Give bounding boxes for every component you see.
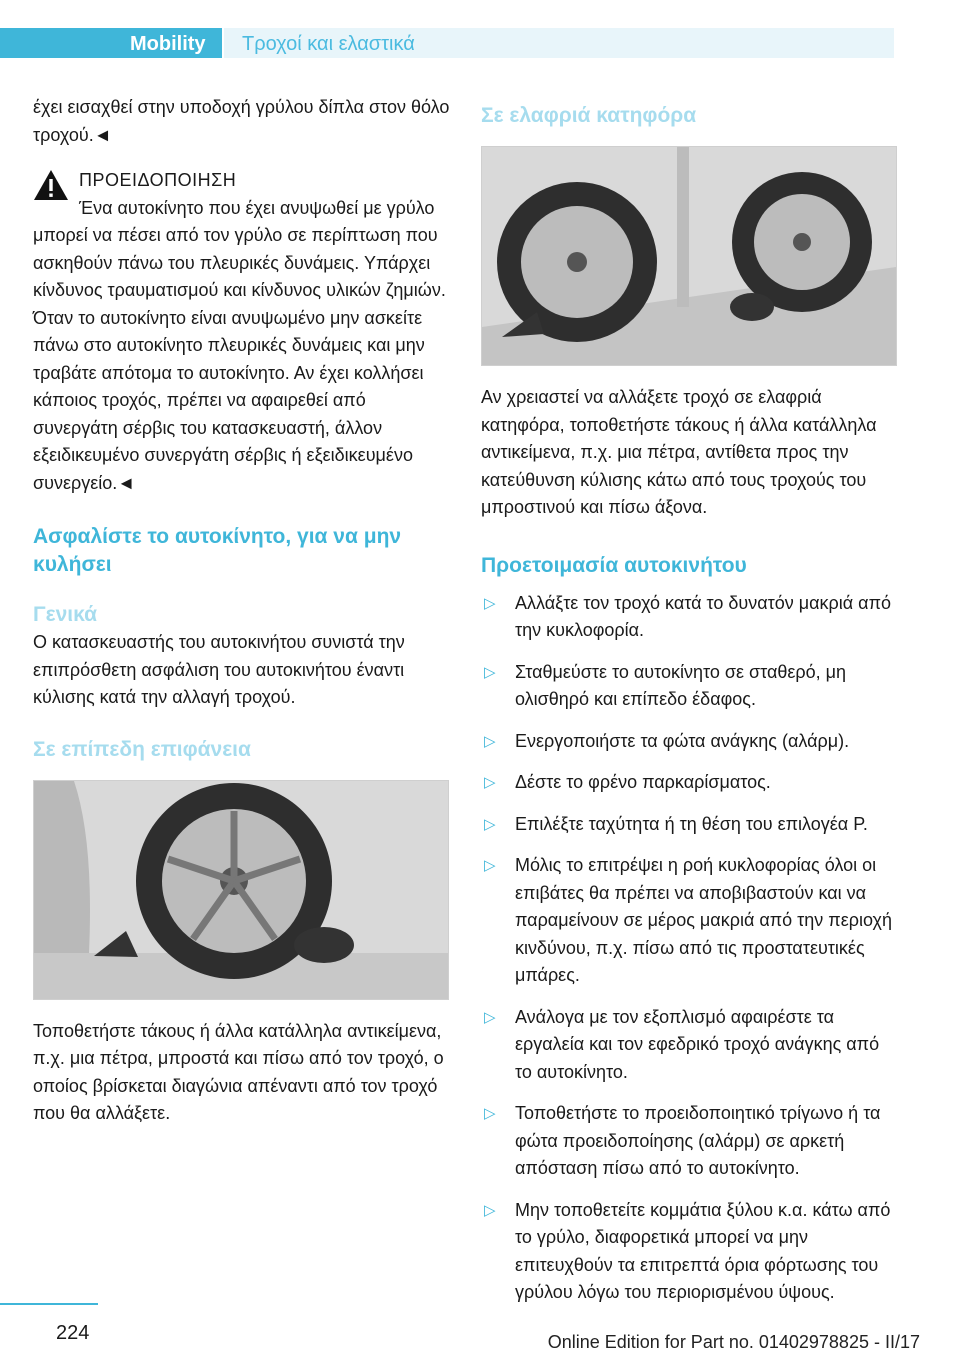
list-item: ▷ Μόλις το επιτρέψει η ροή κυκλοφορίας όλοι οι επιβάτες θα πρέπει να αποβιβαστούν και να παραμείνουν σε μέρος μακριά από την περιοχή κινδύνου, π.χ. πίσω από τις προστατευτικές μπάρες.: [481, 852, 899, 990]
prep-steps-list: [481, 590, 899, 1307]
slope-wheels-image: [481, 146, 897, 366]
list-item: ▷ Σταθμεύστε το αυτοκίνητο σε σταθερό, μη ολισθηρό και επίπεδο έδαφος.: [481, 659, 899, 714]
list-item: ▷ Δέστε το φρένο παρκαρίσματος.: [481, 769, 899, 797]
flat-text: Τοποθετήστε τάκους ή άλλα κατάλληλα αντικείμενα, π.χ. μια πέτρα, μπροστά και πίσω από τον τροχό, ο οποίος βρίσκεται διαγώνια απέναντι από τον τροχό που θα αλλάξετε.: [33, 1020, 444, 1123]
bullet-triangle-icon: ▷: [484, 774, 496, 791]
right-column: [481, 94, 899, 1321]
bullet-triangle-icon: ▷: [484, 594, 496, 612]
left-column: [33, 94, 451, 1128]
bullet-triangle-icon: ▷: [484, 857, 496, 874]
flat-heading: Σε επίπεδη επιφάνεια: [33, 737, 251, 761]
edition-footer: Online Edition for Part no. 01402978825 - II/17: [547, 1332, 920, 1352]
general-text: Ο κατασκευαστής του αυτοκινήτου συνιστά την επιπρόσθετη ασφάλιση του αυτοκινήτου έναντι κύλισης κατά την αλλαγή τροχού.: [33, 632, 405, 707]
warning-title: ΠΡΟΕΙΔΟΠΟΙΗΣΗ: [79, 170, 237, 190]
bullet-triangle-icon: ▷: [484, 1201, 496, 1219]
intro-text: έχει εισαχθεί στην υποδοχή γρύλου δίπλα στον θόλο τροχού.◄: [33, 97, 450, 145]
list-item: ▷ Ανάλογα με τον εξοπλισμό αφαιρέστε τα εργαλεία και τον εφεδρικό τροχό ανάγκης από το αυτοκίνητο.: [481, 1004, 899, 1087]
warning-body: Ένα αυτοκίνητο που έχει ανυψωθεί με γρύλο μπορεί να πέσει από τον γρύλο σε περίπτωση που ασκηθούν πάνω του πλευρικές δυνάμεις. Υπάρχει κίνδυνος τραυματισμού και κίνδυνος υλικών ζημιών. Όταν το αυτοκίνητο είναι ανυψωμένο μην ασκείτε πάνω στο αυτοκίνητο πλευρικές δυνάμεις και μην τραβάτε απότομα το αυτοκίνητο. Αν έχει κολλήσει κάποιος τροχός, πρέπει να αφαιρεθεί από συνεργάτη σέρβις του κατασκευαστή, άλλον εξειδικευμένο συνεργάτη σέρβις ή εξειδικευμένο συνεργείο.◄: [33, 197, 446, 493]
page-number: 224: [56, 1322, 90, 1344]
warning-box: [33, 167, 451, 497]
slope-text: Αν χρειαστεί να αλλάξετε τροχό σε ελαφριά κατηφόρα, τοποθετήστε τάκους ή άλλα κατάλληλα αντικείμενα, π.χ. μια πέτρα, αντίθετα προς την κατεύθυνση κύλισης κάτω από τους τροχούς του μπροστινού και πίσω άξονα.: [481, 387, 877, 517]
list-item: ▷ Ενεργοποιήστε τα φώτα ανάγκης (αλάρμ).: [481, 728, 899, 756]
list-item: ▷ Επιλέξτε ταχύτητα ή τη θέση του επιλογέα P.: [481, 811, 899, 839]
bullet-triangle-icon: ▷: [484, 1105, 496, 1122]
list-item: ▷ Μην τοποθετείτε κομμάτια ξύλου κ.α. κάτω από το γρύλο, διαφορετικά μπορεί να μην επιτευχθούν τα επιτρεπτά όρια φόρτωσης του γρύλου λόγω του περιορισμένου ύψους.: [481, 1197, 899, 1307]
bullet-triangle-icon: ▷: [484, 1008, 496, 1026]
general-heading: Γενικά: [33, 603, 98, 626]
list-item: ▷ Αλλάξτε τον τροχό κατά το δυνατόν μακριά από την κυκλοφορία.: [481, 590, 899, 645]
header-chapter-label: Τροχοί και ελαστικά: [242, 33, 415, 55]
secure-heading: Ασφαλίστε το αυτοκίνητο, για να μην κυλήσει: [33, 525, 402, 576]
header-section-label: Mobility: [130, 33, 206, 55]
slope-heading: Σε ελαφριά κατηφόρα: [481, 104, 697, 127]
prep-heading: Προετοιμασία αυτοκινήτου: [481, 553, 747, 577]
list-item: ▷ Τοποθετήστε το προειδοποιητικό τρίγωνο ή τα φώτα προειδοποίησης (αλάρμ) σε αρκετή απόσταση πίσω από το αυτοκίνητο.: [481, 1100, 899, 1183]
warning-triangle-icon: [33, 169, 69, 201]
page-number-rule: [0, 1303, 98, 1305]
bullet-triangle-icon: ▷: [484, 815, 496, 833]
bullet-triangle-icon: ▷: [484, 663, 496, 681]
flat-surface-wheel-image: [33, 780, 449, 1000]
bullet-triangle-icon: ▷: [484, 732, 496, 750]
